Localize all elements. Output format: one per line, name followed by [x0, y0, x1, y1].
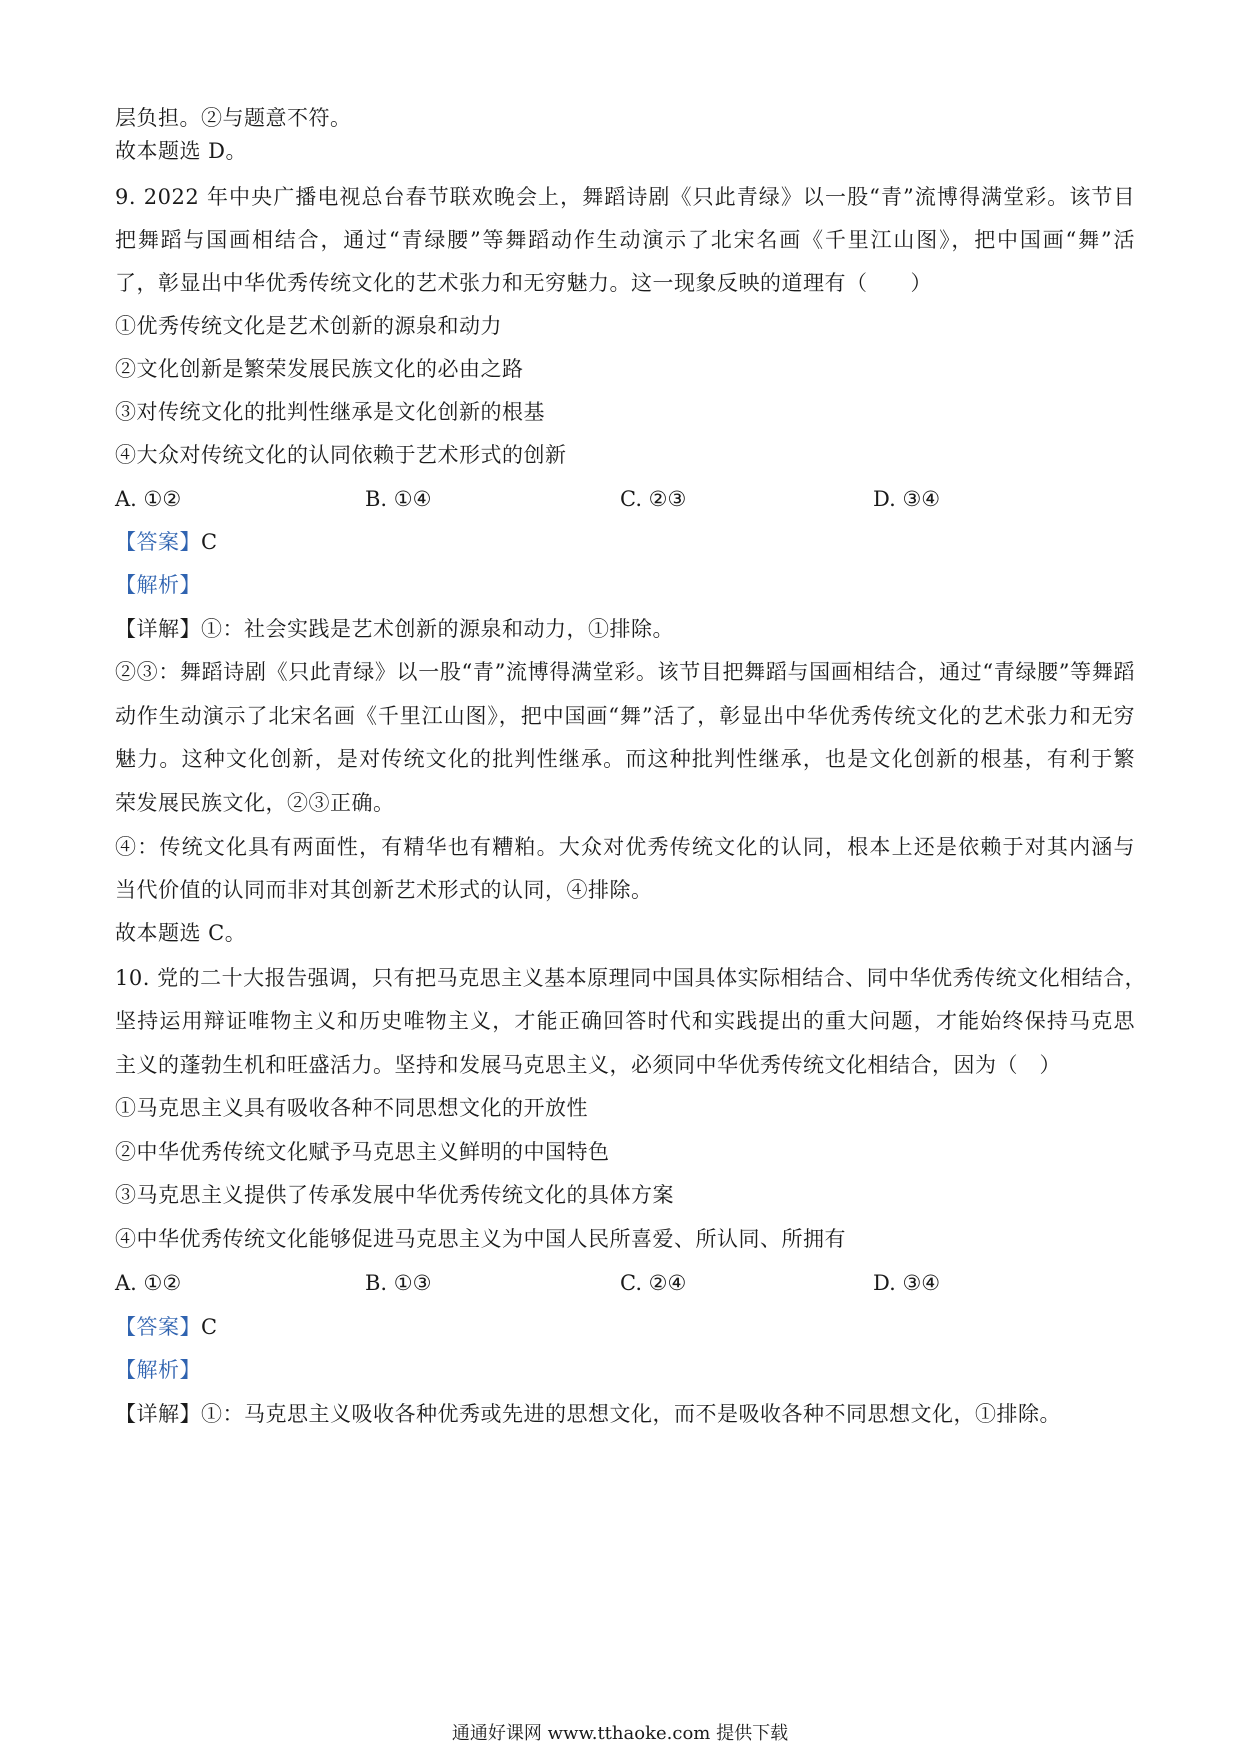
question-10-stem: 主义的蓬勃生机和旺盛活力。坚持和发展马克思主义，必须同中华优秀传统文化相结合，因为（ ）: [115, 1053, 1061, 1077]
question-10-answer: [115, 1312, 1135, 1342]
text-line: 故本题选 C。: [115, 921, 247, 945]
question-10-stem: 坚持运用辩证唯物主义和历史唯物主义，才能正确回答时代和实践提出的重大问题，才能始终保持马克思: [115, 1009, 1135, 1033]
question-10-statement: ③马克思主义提供了传承发展中华优秀传统文化的具体方案: [115, 1183, 674, 1207]
question-10-stem: 10. 党的二十大报告强调，只有把马克思主义基本原理同中国具体实际相结合、同中华优秀传统文化相结合，: [115, 966, 1147, 990]
question-10-option-a: A. ①②: [115, 1271, 182, 1295]
question-10-statement: ①马克思主义具有吸收各种不同思想文化的开放性: [115, 1096, 588, 1120]
question-9-stem: 9. 2022 年中央广播电视总台春节联欢晚会上，舞蹈诗剧《只此青绿》以一股“青”流博得满堂彩。该节目: [115, 185, 1135, 209]
analysis-line: 当代价值的认同而非对其创新艺术形式的认同，④排除。: [115, 878, 653, 902]
question-10-option-c: C. ②④: [620, 1271, 687, 1295]
analysis-line: ②③：舞蹈诗剧《只此青绿》以一股“青”流博得满堂彩。该节目把舞蹈与国画相结合，通过“青绿腰”等舞蹈: [115, 660, 1135, 684]
question-9-analysis-tag: 【解析】: [115, 573, 201, 597]
question-9-option-c: C. ②③: [620, 487, 687, 511]
question-9-option-b: B. ①④: [365, 487, 432, 511]
question-9-stem: 把舞蹈与国画相结合，通过“青绿腰”等舞蹈动作生动演示了北宋名画《千里江山图》，把中国画“舞”活: [115, 228, 1135, 252]
question-10-option-b: B. ①③: [365, 1271, 432, 1295]
question-9-statement: ④大众对传统文化的认同依赖于艺术形式的创新: [115, 443, 567, 467]
answer-tag: 【答案】: [115, 530, 201, 554]
question-9-option-a: A. ①②: [115, 487, 182, 511]
answer-value: C: [201, 1315, 218, 1339]
analysis-line: 魅力。这种文化创新，是对传统文化的批判性继承。而这种批判性继承，也是文化创新的根基，有利于繁: [115, 747, 1135, 771]
page-footer: 通通好课网 www.tthaoke.com 提供下载: [451, 1723, 789, 1744]
analysis-line: 动作生动演示了北宋名画《千里江山图》，把中国画“舞”活了，彰显出中华优秀传统文化的艺术张力和无穷: [115, 704, 1135, 728]
answer-value: C: [201, 530, 218, 554]
analysis-line: 【详解】①：社会实践是艺术创新的源泉和动力，①排除。: [115, 617, 674, 641]
text-line: 层负担。②与题意不符。: [115, 106, 352, 130]
analysis-line: 荣发展民族文化，②③正确。: [115, 791, 395, 815]
question-9-statement: ②文化创新是繁荣发展民族文化的必由之路: [115, 357, 524, 381]
question-10-statement: ②中华优秀传统文化赋予马克思主义鲜明的中国特色: [115, 1140, 610, 1164]
answer-tag: 【答案】: [115, 1315, 201, 1339]
question-9-option-d: D. ③④: [873, 487, 941, 511]
question-9-statement: ③对传统文化的批判性继承是文化创新的根基: [115, 400, 545, 424]
question-10-statement: ④中华优秀传统文化能够促进马克思主义为中国人民所喜爱、所认同、所拥有: [115, 1227, 846, 1251]
question-9-statement: ①优秀传统文化是艺术创新的源泉和动力: [115, 314, 502, 338]
question-10-analysis-tag: 【解析】: [115, 1358, 201, 1382]
analysis-line: 【详解】①：马克思主义吸收各种优秀或先进的思想文化，而不是吸收各种不同思想文化，①排除。: [115, 1402, 1061, 1426]
question-9-stem: 了，彰显出中华优秀传统文化的艺术张力和无穷魅力。这一现象反映的道理有（ ）: [115, 271, 932, 295]
analysis-line: ④：传统文化具有两面性，有精华也有糟粕。大众对优秀传统文化的认同，根本上还是依赖于对其内涵与: [115, 835, 1135, 859]
question-10-option-d: D. ③④: [873, 1271, 941, 1295]
question-9-answer: [115, 527, 1135, 557]
text-line: 故本题选 D。: [115, 139, 248, 163]
